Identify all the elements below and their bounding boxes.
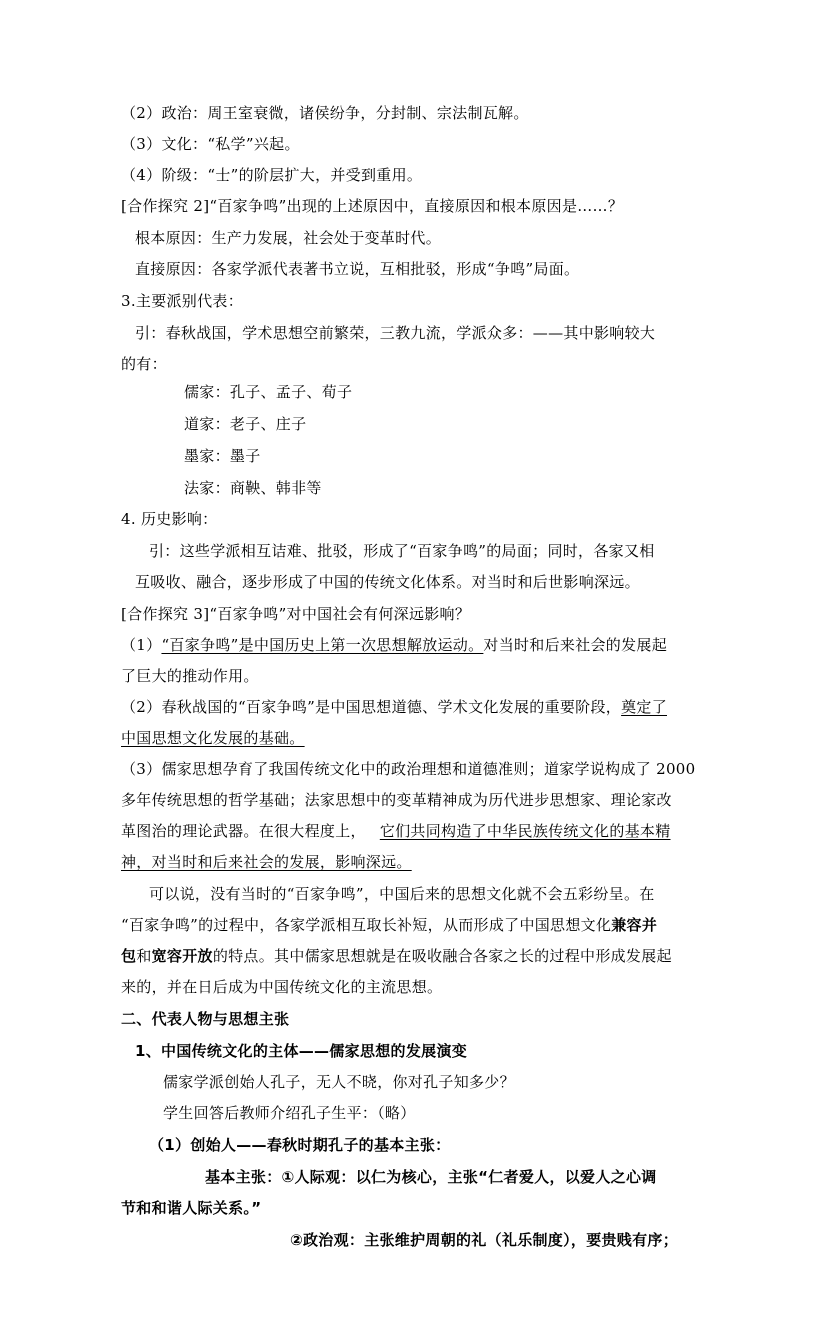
text-line: 4. 历史影响： (121, 510, 218, 528)
list-item: 墨家：墨子 (184, 447, 261, 465)
underlined-text: 神，对当时和后来社会的发展，影响深远。 (121, 853, 412, 871)
text-line: （2）春秋战国的“百家争鸣”是中国思想道德、学术文化发展的重要阶段，奠定了 (121, 698, 667, 716)
text-line: 了巨大的推动作用。 (121, 667, 259, 685)
text-line: （3）儒家思想孕育了我国传统文化中的政治理想和道德准则；道家学说构成了 2000 (121, 760, 696, 778)
text-line: [合作探究 2]“百家争鸣”出现的上述原因中，直接原因和根本原因是……？ (121, 197, 624, 215)
text-line: 互吸收、融合，逐步形成了中国的传统文化体系。对当时和后世影响深远。 (135, 573, 640, 591)
text-line: 来的，并在日后成为中国传统文化的主流思想。 (121, 978, 443, 996)
underlined-text: “百家争鸣”是中国历史上第一次思想解放运动。 (161, 636, 484, 654)
underlined-text: 中国思想文化发展的基础。 (121, 729, 305, 747)
section-heading: 二、代表人物与思想主张 (121, 1010, 290, 1028)
text-line: ②政治观：主张维护周朝的礼（礼乐制度），要贵贱有序； (290, 1231, 679, 1249)
list-item: 道家：老子、庄子 (184, 415, 307, 433)
text-line: （2）政治：周王室衰微，诸侯纷争，分封制、宗法制瓦解。 (121, 104, 529, 122)
text-line: 引：这些学派相互诘难、批驳，形成了“百家争鸣”的局面；同时，各家又相 (149, 542, 655, 560)
subsection-heading: （1）创始人——春秋时期孔子的基本主张： (149, 1136, 451, 1154)
text-line: 直接原因：各家学派代表著书立说，互相批驳，形成“争鸣”局面。 (135, 260, 580, 278)
text-line: （1）“百家争鸣”是中国历史上第一次思想解放运动。对当时和后来社会的发展起 (121, 636, 668, 654)
text-line: [合作探究 3]“百家争鸣”对中国社会有何深远影响？ (121, 605, 471, 623)
text-line: 儒家学派创始人孔子，无人不晓，你对孔子知多少？ (163, 1073, 515, 1091)
list-item: 法家：商鞅、韩非等 (184, 479, 322, 497)
text-line: 多年传统思想的哲学基础；法家思想中的变革精神成为历代进步思想家、理论家改 (121, 791, 672, 809)
text-line: 的有： (121, 355, 167, 373)
text-line: 包和宽容开放的特点。其中儒家思想就是在吸收融合各家之长的过程中形成发展起 (121, 947, 672, 965)
text-line: 基本主张：①人际观：以仁为核心，主张“仁者爱人，以爱人之心调 (205, 1168, 657, 1186)
text-line: 引：春秋战国，学术思想空前繁荣，三教九流，学派众多：——其中影响较大 (135, 324, 656, 342)
subsection-heading: 1、中国传统文化的主体——儒家思想的发展演变 (135, 1042, 468, 1060)
text-line: 根本原因：生产力发展，社会处于变革时代。 (135, 229, 442, 247)
text-line: （4）阶级：“士”的阶层扩大，并受到重用。 (121, 166, 423, 184)
underlined-text: 它们共同构造了中华民族传统文化的基本精 (379, 822, 671, 840)
text-line: 革图治的理论武器。在很大程度上， 它们共同构造了中华民族传统文化的基本精 (121, 822, 671, 840)
underlined-text: 奠定了 (621, 698, 667, 716)
text-line: 3.主要派别代表： (121, 292, 244, 310)
text-line: （3）文化：“私学”兴起。 (121, 135, 300, 153)
text-line: 节和和谐人际关系。” (121, 1199, 262, 1217)
list-item: 儒家：孔子、孟子、荀子 (184, 383, 353, 401)
text-line: “百家争鸣”的过程中，各家学派相互取长补短，从而形成了中国思想文化兼容并 (121, 916, 658, 934)
text-line: 可以说，没有当时的“百家争鸣”，中国后来的思想文化就不会五彩纷呈。在 (149, 885, 655, 903)
text-line: 学生回答后教师介绍孔子生平：（略） (163, 1104, 416, 1122)
